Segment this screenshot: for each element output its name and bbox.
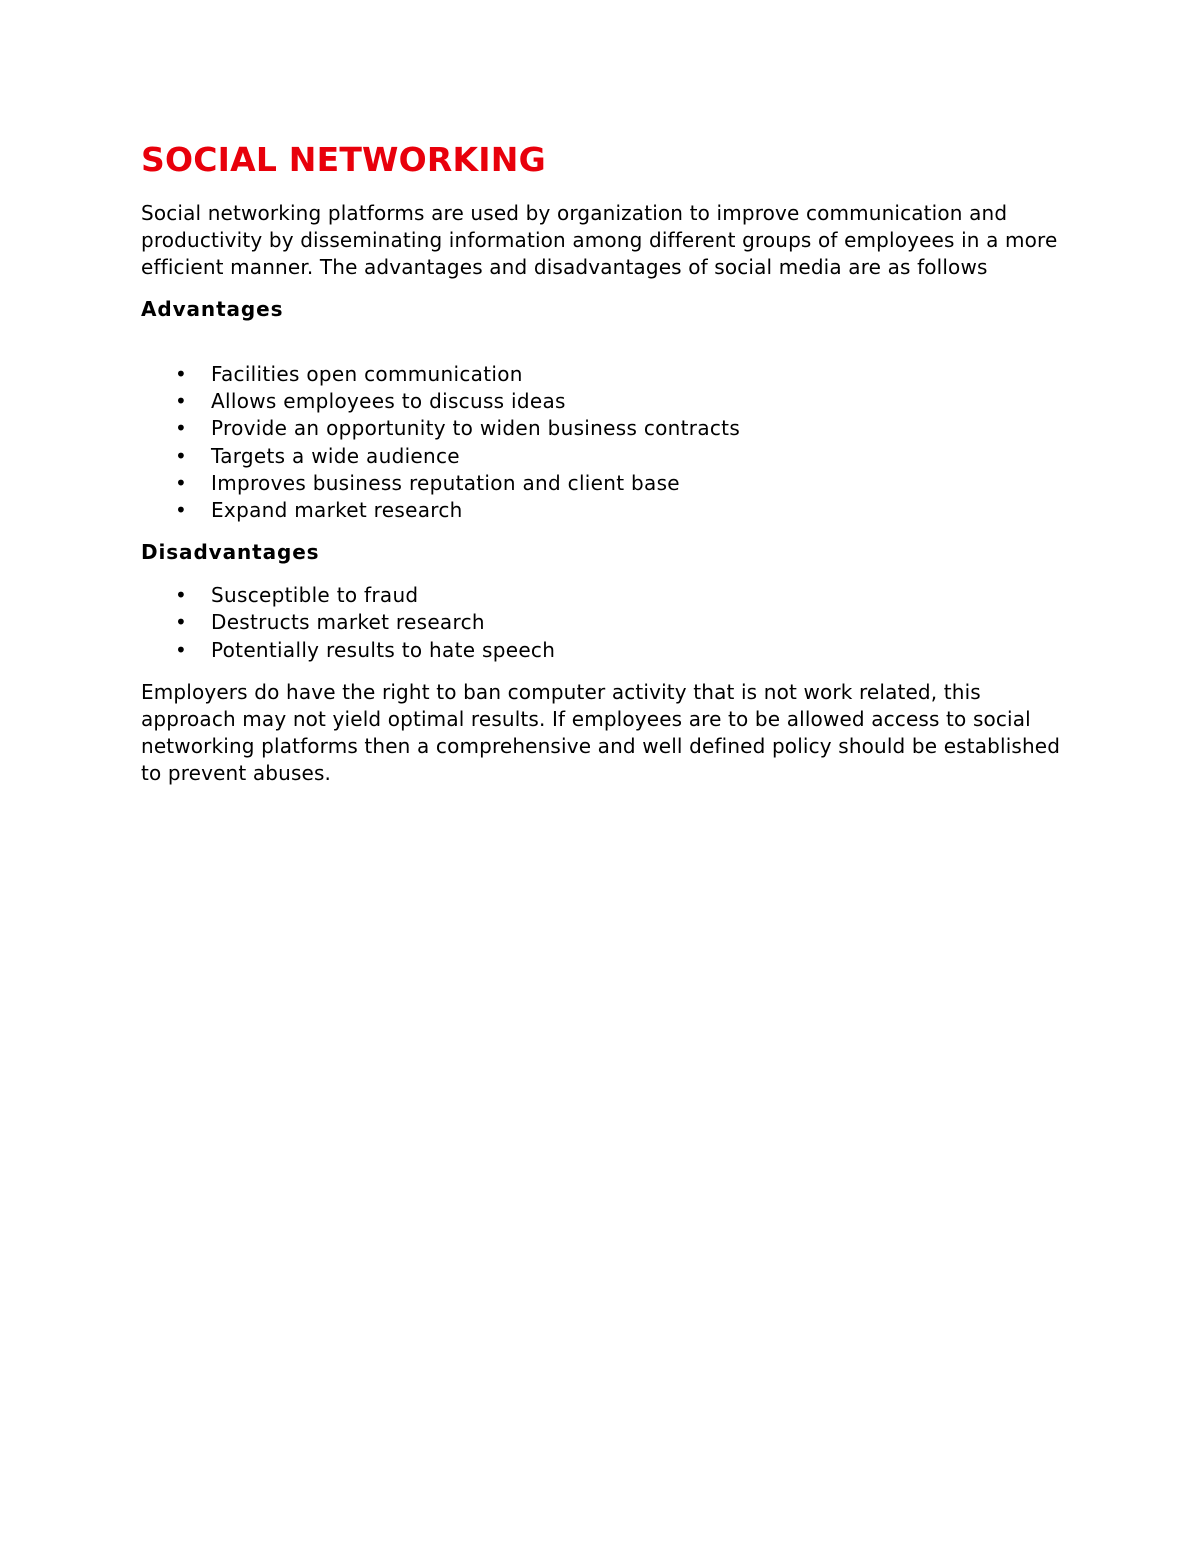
document-title: SOCIAL NETWORKING — [141, 140, 546, 179]
bullet-icon: • — [174, 470, 188, 495]
disadvantage-text: Potentially results to hate speech — [211, 637, 556, 662]
bullet-icon: • — [174, 498, 188, 523]
bullet-icon: • — [174, 389, 188, 414]
advantage-item — [141, 443, 1081, 470]
bullet-icon: • — [174, 637, 188, 662]
disadvantage-text: Destructs market research — [211, 610, 485, 635]
advantages-list — [141, 361, 1081, 524]
advantage-item — [141, 470, 1081, 497]
disadvantage-item — [141, 582, 1081, 609]
advantage-item — [141, 415, 1081, 442]
advantage-item — [141, 361, 1081, 388]
advantage-text: Targets a wide audience — [211, 443, 460, 468]
advantage-item — [141, 388, 1081, 415]
disadvantages-heading: Disadvantages — [141, 540, 320, 565]
disadvantage-item — [141, 637, 1081, 664]
disadvantage-text: Susceptible to fraud — [211, 583, 419, 608]
advantage-text: Allows employees to discuss ideas — [211, 389, 566, 414]
bullet-icon: • — [174, 583, 188, 608]
advantage-text: Provide an opportunity to widen business contracts — [211, 416, 741, 441]
bullet-icon: • — [174, 416, 188, 441]
bullet-icon: • — [174, 443, 188, 468]
advantages-heading: Advantages — [141, 297, 284, 321]
bullet-icon: • — [174, 610, 188, 635]
disadvantages-list — [141, 582, 1081, 664]
advantage-item — [141, 497, 1081, 524]
disadvantage-item — [141, 609, 1081, 636]
advantage-text: Facilities open communication — [211, 362, 523, 386]
bullet-icon: • — [174, 362, 188, 386]
closing-paragraph: Employers do have the right to ban computer activity that is not work related, this approach may not yield optimal results. If employees are to be allowed access to social networking platforms then a comprehensive and well defined policy should be established to prevent abuses. — [141, 679, 1061, 785]
advantage-text: Expand market research — [211, 498, 463, 523]
intro-paragraph: Social networking platforms are used by organization to improve communication and productivity by disseminating information among different groups of employees in a more efficient manner. The advantages and disadvantages of social media are as follows — [141, 201, 1058, 279]
document-page — [141, 138, 1081, 787]
advantage-text: Improves business reputation and client base — [211, 470, 680, 495]
